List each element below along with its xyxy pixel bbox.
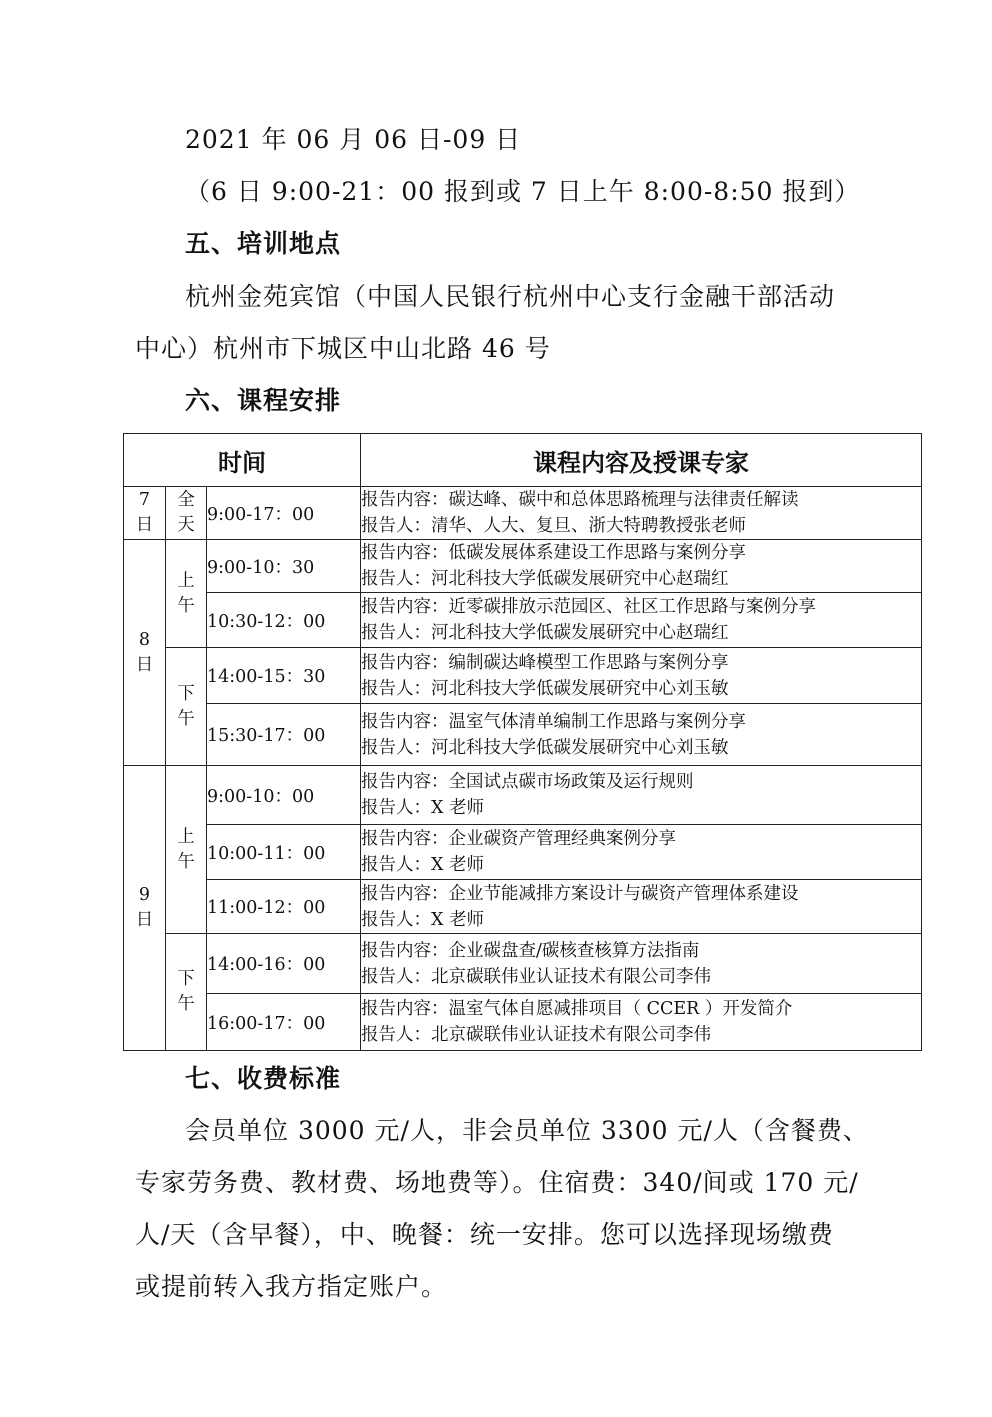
registration-line: （6 日 9:00-21：00 报到或 7 日上午 8:00-8:50 报到） xyxy=(185,177,861,206)
session-time: 14:00-16：00 xyxy=(207,934,361,994)
table-row xyxy=(124,593,922,648)
table-row xyxy=(124,994,922,1051)
session-topic: 报告内容：温室气体自愿减排项目（ CCER ）开发简介 xyxy=(361,999,793,1019)
fee-line-1: 会员单位 3000 元/人，非会员单位 3300 元/人（含餐费、 xyxy=(185,1116,869,1145)
day-char: 8 xyxy=(138,629,151,650)
period-char: 午 xyxy=(177,851,195,872)
period-cell-allday xyxy=(166,487,207,540)
session-speaker: 报告人：X 老师 xyxy=(361,909,485,930)
section5-heading: 五、培训地点 xyxy=(185,229,342,258)
table-row xyxy=(124,540,922,593)
section7-heading: 七、收费标准 xyxy=(185,1064,342,1093)
fee-line-3: 人/天（含早餐），中、晚餐：统一安排。您可以选择现场缴费 xyxy=(135,1220,834,1249)
session-topic: 报告内容：企业碳盘查/碳核查核算方法指南 xyxy=(361,940,700,961)
period-char: 天 xyxy=(177,515,195,535)
session-time: 9:00-10：30 xyxy=(207,540,361,593)
session-time: 11:00-12：00 xyxy=(207,880,361,934)
session-speaker: 报告人：北京碳联伟业认证技术有限公司李伟 xyxy=(361,966,712,987)
session-speaker: 报告人：北京碳联伟业认证技术有限公司李伟 xyxy=(361,1025,712,1045)
session-time: 10:30-12：00 xyxy=(207,593,361,648)
fee-line-2: 专家劳务费、教材费、场地费等）。住宿费：340/间或 170 元/ xyxy=(135,1168,859,1197)
period-cell-pm xyxy=(166,934,207,1051)
session-topic: 报告内容：编制碳达峰模型工作思路与案例分享 xyxy=(361,652,729,673)
period-cell-pm xyxy=(166,648,207,766)
date-line: 2021 年 06 月 06 日-09 日 xyxy=(185,125,522,154)
day-char: 7 xyxy=(138,490,151,510)
session-time: 10:00-11：00 xyxy=(207,825,361,880)
table-header-row xyxy=(124,434,922,487)
day-cell-9 xyxy=(124,766,166,1051)
session-content xyxy=(361,766,922,825)
day-char: 日 xyxy=(135,654,154,675)
day-char: 日 xyxy=(135,515,154,535)
section6-heading: 六、课程安排 xyxy=(185,386,342,415)
session-time: 16:00-17：00 xyxy=(207,994,361,1051)
location-line-2: 中心）杭州市下城区中山北路 46 号 xyxy=(135,334,551,363)
session-content xyxy=(361,994,922,1051)
day-cell-8 xyxy=(124,540,166,766)
day-char: 日 xyxy=(135,910,154,930)
period-char: 午 xyxy=(177,595,195,616)
session-topic: 报告内容：低碳发展体系建设工作思路与案例分享 xyxy=(361,543,747,563)
period-cell-am xyxy=(166,766,207,934)
fee-line-4: 或提前转入我方指定账户。 xyxy=(135,1272,448,1301)
session-speaker: 报告人：河北科技大学低碳发展研究中心刘玉敏 xyxy=(361,737,729,758)
session-speaker: 报告人：X 老师 xyxy=(361,798,485,818)
session-topic: 报告内容：全国试点碳市场政策及运行规则 xyxy=(361,772,694,792)
session-content xyxy=(361,487,922,540)
session-speaker: 报告人：清华、人大、复旦、浙大特聘教授张老师 xyxy=(361,516,747,536)
session-content xyxy=(361,648,922,704)
session-content xyxy=(361,880,922,934)
table-row xyxy=(124,880,922,934)
session-topic: 报告内容：温室气体清单编制工作思路与案例分享 xyxy=(361,711,747,732)
period-char: 上 xyxy=(177,826,195,847)
session-content xyxy=(361,825,922,880)
session-topic: 报告内容：企业节能减排方案设计与碳资产管理体系建设 xyxy=(361,883,799,904)
header-time: 时间 xyxy=(124,434,361,487)
day-char: 9 xyxy=(138,885,151,905)
session-topic: 报告内容：企业碳资产管理经典案例分享 xyxy=(361,829,677,849)
session-time: 9:00-10：00 xyxy=(207,766,361,825)
session-content xyxy=(361,934,922,994)
session-speaker: 报告人：河北科技大学低碳发展研究中心刘玉敏 xyxy=(361,678,729,699)
session-speaker: 报告人：X 老师 xyxy=(361,855,485,875)
session-time: 9:00-17：00 xyxy=(207,487,361,540)
header-content: 课程内容及授课专家 xyxy=(361,434,922,487)
period-char: 下 xyxy=(177,969,195,989)
table-row xyxy=(124,825,922,880)
period-char: 全 xyxy=(177,490,195,510)
session-speaker: 报告人：河北科技大学低碳发展研究中心赵瑞红 xyxy=(361,569,729,589)
day-cell-7 xyxy=(124,487,166,540)
table-row xyxy=(124,487,922,540)
period-cell-am xyxy=(166,540,207,648)
schedule-table xyxy=(123,433,922,1051)
table-row xyxy=(124,648,922,704)
period-char: 上 xyxy=(177,570,195,591)
session-speaker: 报告人：河北科技大学低碳发展研究中心赵瑞红 xyxy=(361,623,729,643)
session-content xyxy=(361,593,922,648)
session-time: 14:00-15：30 xyxy=(207,648,361,704)
period-char: 下 xyxy=(177,683,195,704)
table-row xyxy=(124,766,922,825)
session-topic: 报告内容：近零碳排放示范园区、社区工作思路与案例分享 xyxy=(361,597,817,617)
session-content xyxy=(361,704,922,766)
session-topic: 报告内容：碳达峰、碳中和总体思路梳理与法律责任解读 xyxy=(361,490,799,510)
location-line-1: 杭州金苑宾馆（中国人民银行杭州中心支行金融干部活动 xyxy=(185,282,836,311)
period-char: 午 xyxy=(177,708,195,729)
session-time: 15:30-17：00 xyxy=(207,704,361,766)
table-row xyxy=(124,704,922,766)
table-row xyxy=(124,934,922,994)
session-content xyxy=(361,540,922,593)
period-char: 午 xyxy=(177,994,195,1014)
